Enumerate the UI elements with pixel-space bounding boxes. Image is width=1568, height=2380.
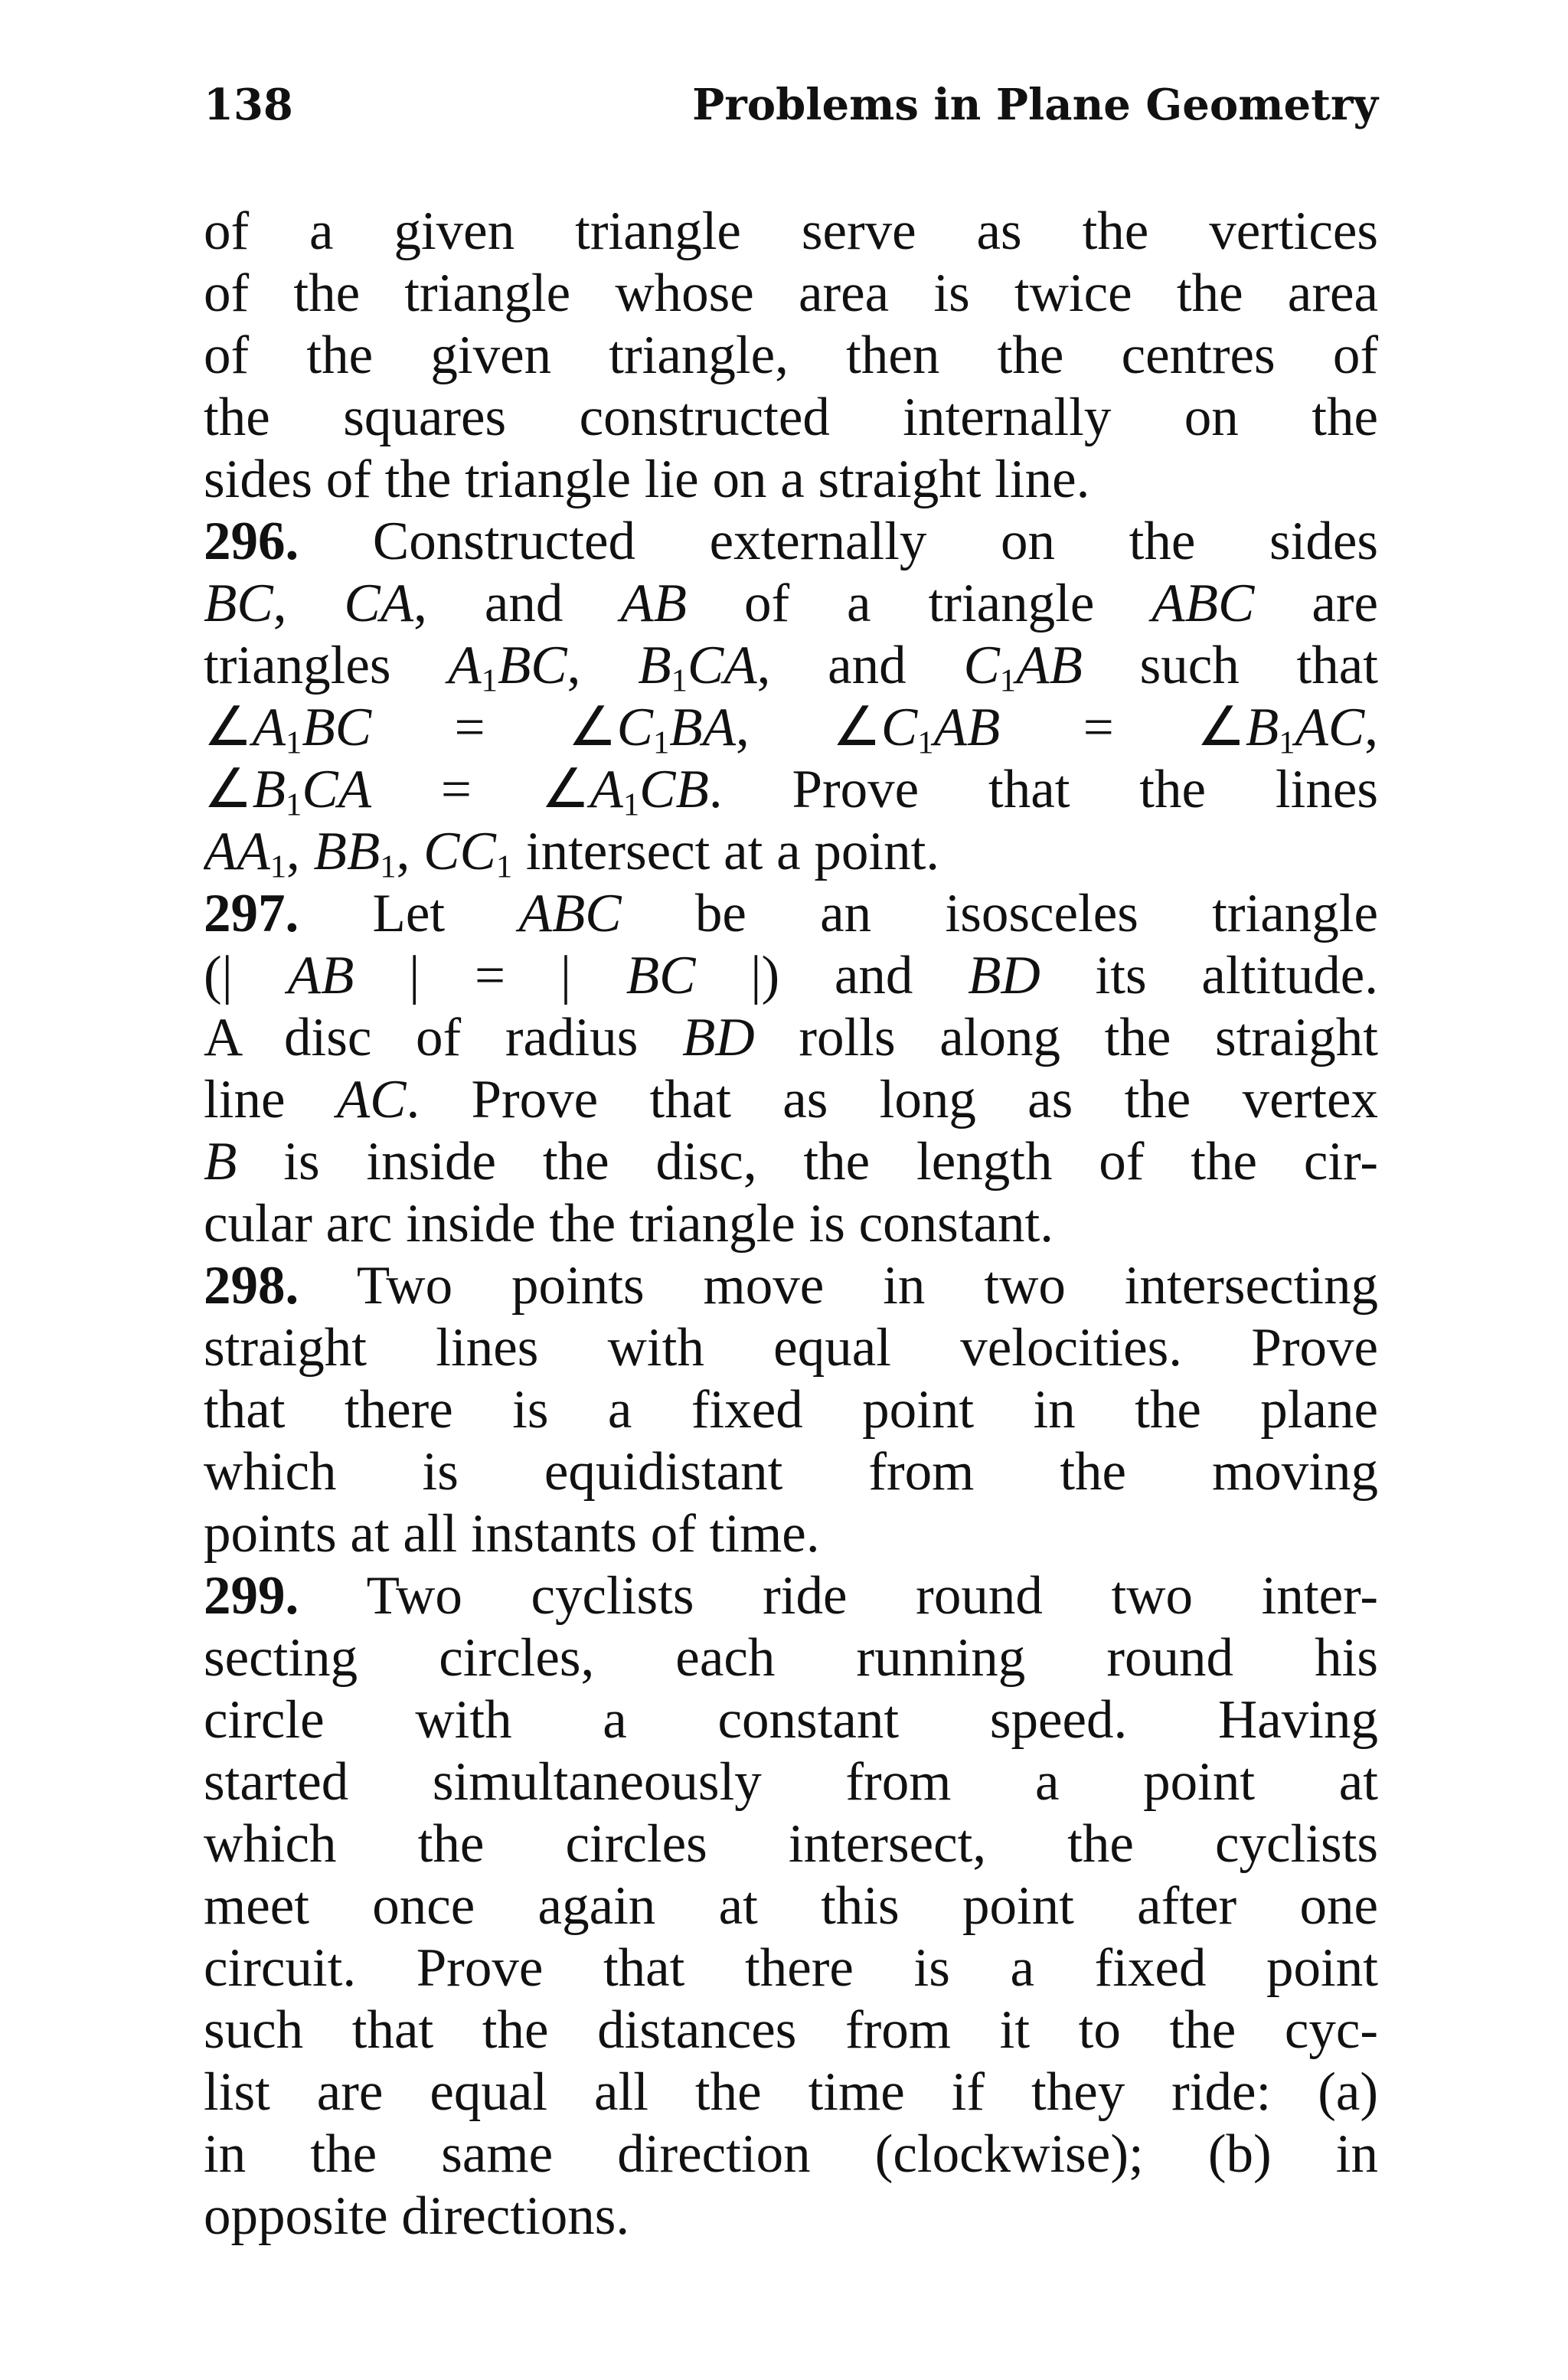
- line-text: sides of the triangle lie on a straight line.: [204, 450, 1090, 509]
- problem-start-line: [204, 511, 1378, 573]
- line-text: cular arc inside the triangle is constant.: [204, 1194, 1054, 1254]
- line-text: started simultaneously from a point at: [204, 1752, 1378, 1812]
- text-line: [204, 449, 1378, 511]
- line-text: line AC. Prove that as long as the vertex: [204, 1070, 1378, 1130]
- line-text: A disc of radius BD rolls along the straight: [204, 1008, 1378, 1067]
- text-line: [204, 821, 1378, 883]
- line-text: opposite directions.: [204, 2186, 630, 2246]
- line-text: which the circles intersect, the cyclists: [204, 1814, 1378, 1874]
- text-line: [204, 1813, 1378, 1875]
- line-text: list are equal all the time if they ride: (a): [204, 2062, 1378, 2122]
- text-line: [204, 1441, 1378, 1503]
- line-text: Constructed externally on the sides: [299, 512, 1378, 571]
- text-line: [204, 387, 1378, 449]
- line-text: B is inside the disc, the length of the cir-: [204, 1132, 1378, 1192]
- line-text: circuit. Prove that there is a fixed point: [204, 1938, 1378, 1998]
- line-text: $\angle B_1CA$ = $\angle A_1CB$. Prove that the lines: [204, 760, 1378, 821]
- text-line: [204, 263, 1378, 325]
- line-text: $\angle A_1BC$ = $\angle C_1BA$, $\angle C_1AB$ = $\angle B_1AC$,: [204, 698, 1378, 759]
- line-text: of the given triangle, then the centres of: [204, 325, 1378, 385]
- problem-start-line: [204, 1565, 1378, 1627]
- problem-number: 299.: [204, 1566, 299, 1626]
- text-line: [204, 1689, 1378, 1751]
- text-line: [204, 1193, 1378, 1255]
- text-line: [204, 1007, 1378, 1069]
- text-line: [204, 573, 1378, 635]
- line-text: $AA_1$, $BB_1$, $CC_1$ intersect at a point.: [204, 822, 940, 883]
- line-text: secting circles, each running round his: [204, 1628, 1378, 1688]
- line-text: BC, CA, and AB of a triangle ABC are: [204, 574, 1378, 633]
- problem-number: 297.: [204, 884, 299, 943]
- line-text: which is equidistant from the moving: [204, 1442, 1378, 1502]
- running-title: Problems in Plane Geometry: [692, 80, 1378, 130]
- text-line: [204, 201, 1378, 263]
- text-line: [204, 635, 1378, 697]
- line-text: straight lines with equal velocities. Prove: [204, 1318, 1378, 1378]
- problem-start-line: [204, 1255, 1378, 1317]
- text-line: [204, 1751, 1378, 1813]
- line-text: Let ABC be an isosceles triangle: [299, 884, 1378, 943]
- text-line: [204, 325, 1378, 387]
- text-line: [204, 1131, 1378, 1193]
- page-header: [204, 70, 1378, 139]
- text-line: [204, 2185, 1378, 2248]
- line-text: points at all instants of time.: [204, 1504, 820, 1564]
- problem-number: 296.: [204, 512, 299, 571]
- text-line: [204, 697, 1378, 759]
- line-text: in the same direction (clockwise); (b) in: [204, 2124, 1378, 2184]
- line-text: circle with a constant speed. Having: [204, 1690, 1378, 1750]
- line-text: triangles $A_1BC$, $B_1CA$, and $C_1AB$ such that: [204, 636, 1378, 697]
- text-line: [204, 1627, 1378, 1689]
- line-text: the squares constructed internally on the: [204, 387, 1378, 447]
- line-text: of the triangle whose area is twice the area: [204, 263, 1378, 323]
- text-line: [204, 2123, 1378, 2185]
- text-line: [204, 759, 1378, 821]
- text-line: [204, 1999, 1378, 2061]
- text-line: [204, 1069, 1378, 1131]
- page-number: 138: [204, 80, 293, 130]
- line-text: that there is a fixed point in the plane: [204, 1380, 1378, 1440]
- line-text: (| AB | = | BC |) and BD its altitude.: [204, 946, 1378, 1005]
- body-text: [204, 201, 1378, 2248]
- text-line: [204, 2061, 1378, 2123]
- line-text: of a given triangle serve as the vertices: [204, 201, 1378, 261]
- text-line: [204, 1875, 1378, 1937]
- problem-start-line: [204, 883, 1378, 945]
- text-line: [204, 1503, 1378, 1565]
- text-line: [204, 1379, 1378, 1441]
- problem-number: 298.: [204, 1256, 299, 1316]
- line-text: Two cyclists ride round two inter-: [299, 1566, 1378, 1626]
- line-text: such that the distances from it to the cyc-: [204, 2000, 1378, 2060]
- text-line: [204, 1317, 1378, 1379]
- line-text: meet once again at this point after one: [204, 1876, 1378, 1936]
- text-line: [204, 945, 1378, 1007]
- line-text: Two points move in two intersecting: [299, 1256, 1378, 1316]
- text-line: [204, 1937, 1378, 1999]
